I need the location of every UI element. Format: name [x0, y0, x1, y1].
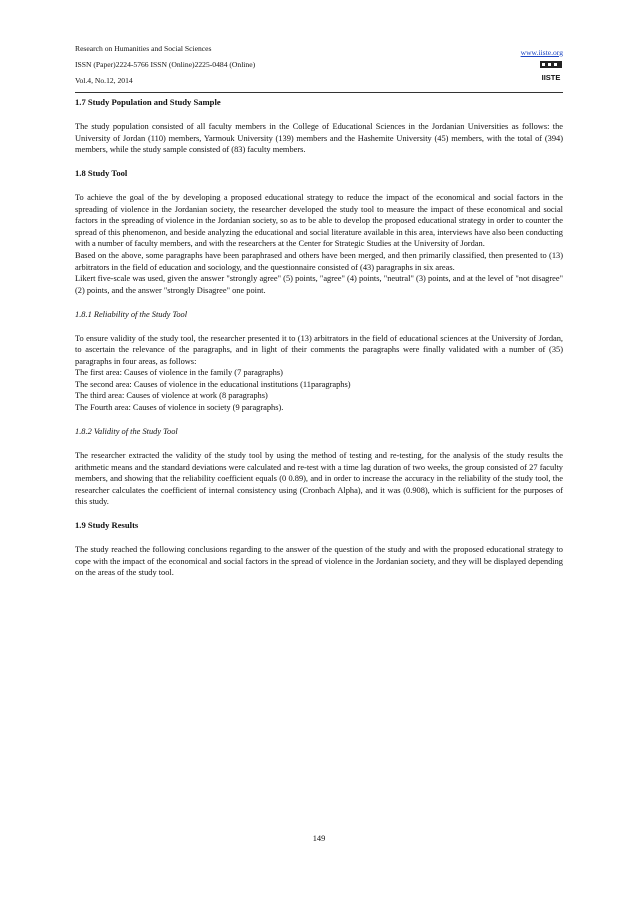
- paragraph-validity: The researcher extracted the validity of the study tool by using the method of testing and re-testing, for the analysis of the study results the arithmetic means and the standard deviations were calculated and re-test with a time lag duration of two weeks, the group consisted of 27 faculty members, and showing that the reliability coefficient equals (0 0.89), and in order to increase the accuracy in the reliability of the study tool, the researcher calculates the coefficient of internal consistency using (Cronbach Alpha), and it was (0.908), which is sufficient for the purposes of this study.: [75, 451, 563, 507]
- paragraph-reliability: To ensure validity of the study tool, the researcher presented it to (13) arbitrators in the field of educational sciences at the University of Jordan, to ascertain the relevance of the paragraphs, and in light of their comments the paragraphs were finally validated with a number of (35) paragraphs in four areas, as follows:: [75, 333, 563, 366]
- area-item: The second area: Causes of violence in the educational institutions (11paragraphs): [75, 379, 351, 389]
- section-title-1-8-2: 1.8.2 Validity of the Study Tool: [75, 427, 178, 437]
- area-item: The first area: Causes of violence in the family (7 paragraphs): [75, 368, 283, 378]
- section-title-1-7: 1.7 Study Population and Study Sample: [75, 97, 221, 107]
- section-title-1-8: 1.8 Study Tool: [75, 168, 128, 179]
- paragraph-study-results: The study reached the following conclusions regarding to the answer of the question of the study and with the proposed educational strategy to cope with the impact of the economical and social factors in the spread of violence in the Jordanian society, and they will be displayed depending on the areas of the study tool.: [75, 545, 563, 578]
- paragraph-study-population: The study population consisted of all faculty members in the College of Educational Sciences in the Jordanian Universities as follows: the University of Jordan (110) members, Yarmouk University (139) members and the Hashemite University (45) members, with the total of (394) members, while the study sample consisted of (83) faculty members.: [75, 122, 563, 155]
- volume-line: Vol.4, No.12, 2014: [75, 76, 133, 85]
- journal-name: Research on Humanities and Social Sciences: [75, 44, 212, 53]
- section-title-1-9: 1.9 Study Results: [75, 520, 139, 531]
- journal-website-link[interactable]: www.iiste.org: [520, 48, 563, 57]
- paragraph-study-tool-1: To achieve the goal of the by developing a proposed educational strategy to reduce the impact of the economical and social factors in the spreading of violence in the Jordanian society, the researcher developed the study tool to measure the impact of these economical and social factors in the spreading of violence in the Jordanian society, so as to be able to develop the proposed educational strategy in order to counter the spread of this phenomenon, and beside analyzing the educational and social literature available in this area, interviews have also been conducting with a number of faculty members, and with the researchers at the Center for Strategic Studies at the University of Jordan.: [75, 193, 563, 249]
- article-body: [75, 97, 563, 579]
- iiste-logo: [539, 60, 563, 85]
- issn-line: ISSN (Paper)2224-5766 ISSN (Online)2225-0484 (Online): [75, 60, 256, 69]
- svg-text:IISTE: IISTE: [541, 73, 561, 82]
- area-item: The Fourth area: Causes of violence in society (9 paragraphs).: [75, 402, 284, 412]
- area-item: The third area: Causes of violence at work (8 paragraphs): [75, 391, 268, 401]
- section-title-1-8-1: 1.8.1 Reliability of the Study Tool: [75, 309, 188, 319]
- paragraph-study-tool-2: Based on the above, some paragraphs have been paraphrased and others have been merged, and then primarily classified, then presented to (13) arbitrators in the field of education and sociology, and the questionnaire consisted of (43) paragraphs in six areas.: [75, 250, 563, 272]
- header-rule: [75, 92, 563, 93]
- page-number: 149: [312, 834, 326, 843]
- paragraph-study-tool-3: Likert five-scale was used, given the answer "strongly agree" (5) points, "agree" (4) points, "neutral" (3) points, and at the level of "not disagree" (2) points, and the answer "strongly Disagree" one point.: [75, 274, 563, 295]
